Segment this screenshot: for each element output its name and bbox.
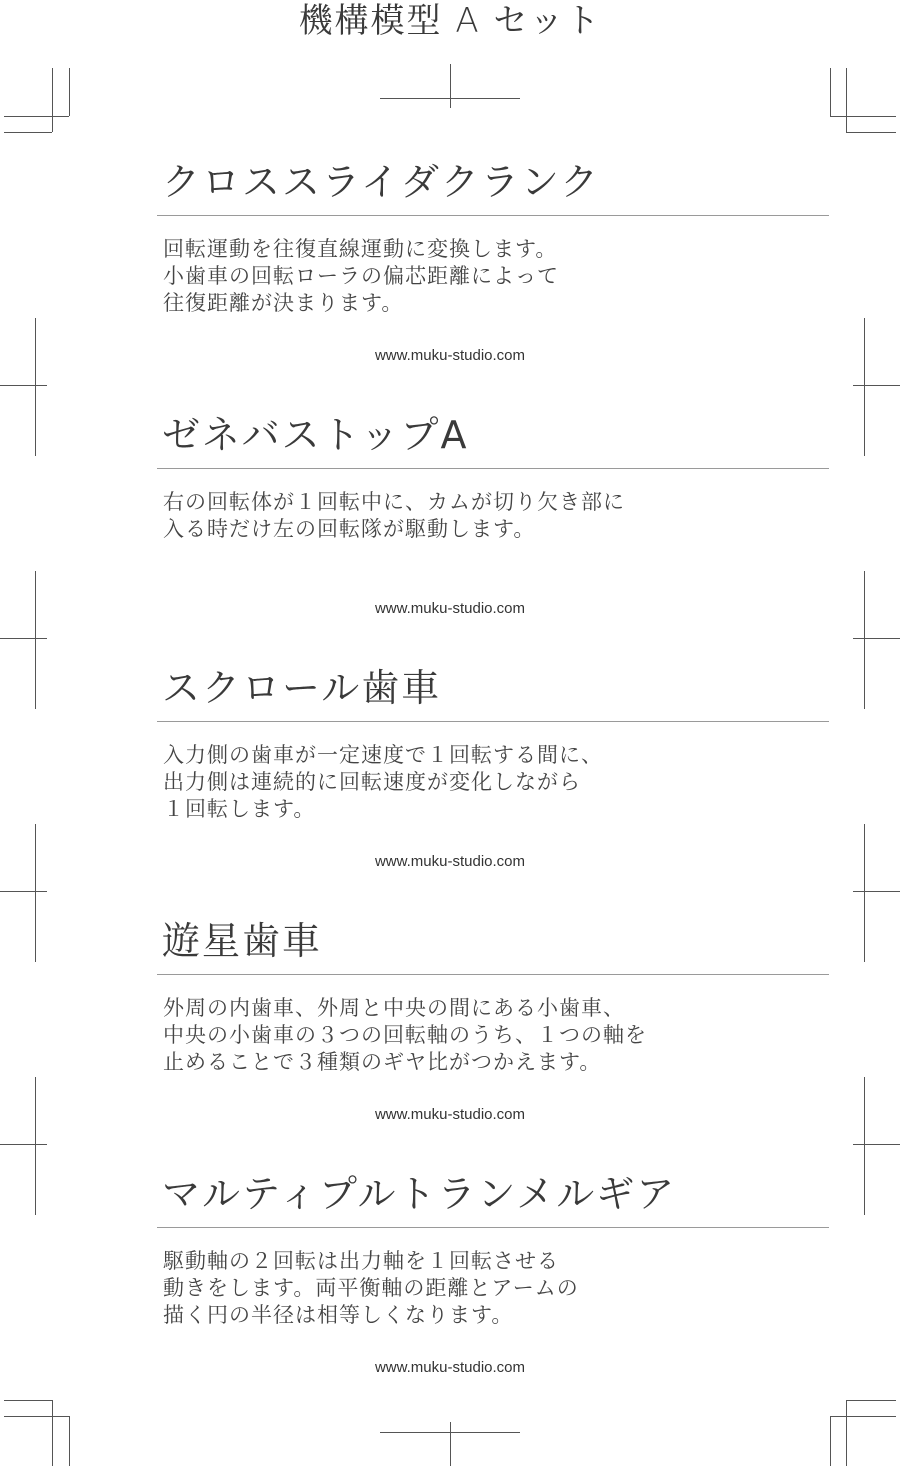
crop-mark-bottom-right — [846, 1400, 896, 1401]
crop-mark-left — [0, 1144, 47, 1145]
description-line: 中央の小歯車の３つの回転軸のうち、１つの軸を — [163, 1023, 647, 1047]
card-description — [163, 489, 625, 543]
description-line: 入る時だけ左の回転隊が駆動します。 — [163, 517, 536, 541]
mechanism-card-planetary-gear — [0, 917, 900, 1170]
card-description — [163, 742, 603, 823]
crop-mark-top-right — [846, 68, 847, 132]
crop-mark-bottom-right — [846, 1400, 847, 1466]
title-divider — [157, 1227, 829, 1228]
description-line: 止めることで３種類のギヤ比がつかえます。 — [163, 1050, 602, 1074]
title-divider — [157, 974, 829, 975]
card-url: www.muku-studio.com — [374, 347, 526, 364]
card-description — [163, 236, 559, 317]
card-description — [163, 1248, 579, 1329]
crop-mark-left — [35, 1077, 36, 1215]
card-title: マルティプルトランメルギア — [162, 1172, 677, 1216]
card-url: www.muku-studio.com — [374, 1106, 526, 1123]
crop-mark-top-left — [4, 132, 52, 133]
title-divider — [157, 215, 829, 216]
crop-mark-right — [853, 638, 900, 639]
crop-mark-left — [35, 824, 36, 962]
title-divider — [157, 468, 829, 469]
crop-mark-bottom-right — [830, 1416, 831, 1466]
crop-mark-right — [864, 571, 865, 709]
card-url: www.muku-studio.com — [374, 1359, 526, 1376]
mechanism-card-scroll-gear — [0, 664, 900, 917]
crop-mark-left — [35, 318, 36, 456]
description-line: 入力側の歯車が一定速度で１回転する間に、 — [163, 743, 603, 767]
card-description — [163, 995, 647, 1076]
description-line: 駆動軸の２回転は出力軸を１回転させる — [163, 1249, 559, 1273]
card-url: www.muku-studio.com — [374, 600, 526, 617]
crop-mark-top-right — [846, 132, 896, 133]
crop-mark-left — [35, 571, 36, 709]
crop-mark-right — [853, 891, 900, 892]
crop-mark-top-left — [52, 68, 53, 132]
card-title: クロススライダクランク — [162, 160, 601, 204]
crop-mark-bottom-right — [830, 1416, 896, 1417]
crop-mark-top-left — [4, 116, 69, 117]
title-divider — [157, 721, 829, 722]
card-title: ゼネバストップA — [162, 413, 469, 457]
crop-mark-bottom-left — [4, 1400, 52, 1401]
crop-mark-left — [0, 638, 47, 639]
crop-mark-left — [0, 891, 47, 892]
crop-mark-top-left — [69, 68, 70, 116]
crop-mark-bottom-left — [69, 1416, 70, 1466]
crop-mark-right — [853, 1144, 900, 1145]
description-line: １回転します。 — [163, 797, 316, 821]
crop-mark-right — [864, 1077, 865, 1215]
description-line: 往復距離が決まります。 — [163, 291, 404, 315]
description-line: 右の回転体が１回転中に、カムが切り欠き部に — [163, 490, 625, 514]
mechanism-card-multiple-trammel-gear — [0, 1170, 900, 1423]
card-title: スクロール歯車 — [162, 666, 442, 710]
crop-mark-bottom-left — [52, 1400, 53, 1466]
crop-mark-right — [864, 318, 865, 456]
description-line: 出力側は連続的に回転速度が変化しながら — [163, 770, 581, 794]
card-title: 遊星歯車 — [162, 919, 323, 963]
crop-mark-top-right — [830, 116, 896, 117]
card-url: www.muku-studio.com — [374, 853, 526, 870]
crop-mark-right — [853, 385, 900, 386]
description-line: 描く円の半径は相等しくなります。 — [163, 1303, 514, 1327]
description-line: 回転運動を往復直線運動に変換します。 — [163, 237, 558, 261]
crop-mark-bottom-center — [450, 1422, 451, 1466]
crop-mark-right — [864, 824, 865, 962]
crop-mark-bottom-left — [4, 1416, 69, 1417]
description-line: 外周の内歯車、外周と中央の間にある小歯車、 — [163, 996, 625, 1020]
description-line: 動きをします。両平衡軸の距離とアームの — [163, 1276, 579, 1300]
mechanism-card-geneva-stop — [0, 411, 900, 664]
crop-mark-top-center — [450, 64, 451, 108]
mechanism-card-cross-slider-crank — [0, 158, 900, 411]
crop-mark-top-right — [830, 68, 831, 116]
page-title: 機構模型 A セット — [298, 1, 602, 41]
description-line: 小歯車の回転ローラの偏芯距離によって — [163, 264, 559, 288]
crop-mark-left — [0, 385, 47, 386]
